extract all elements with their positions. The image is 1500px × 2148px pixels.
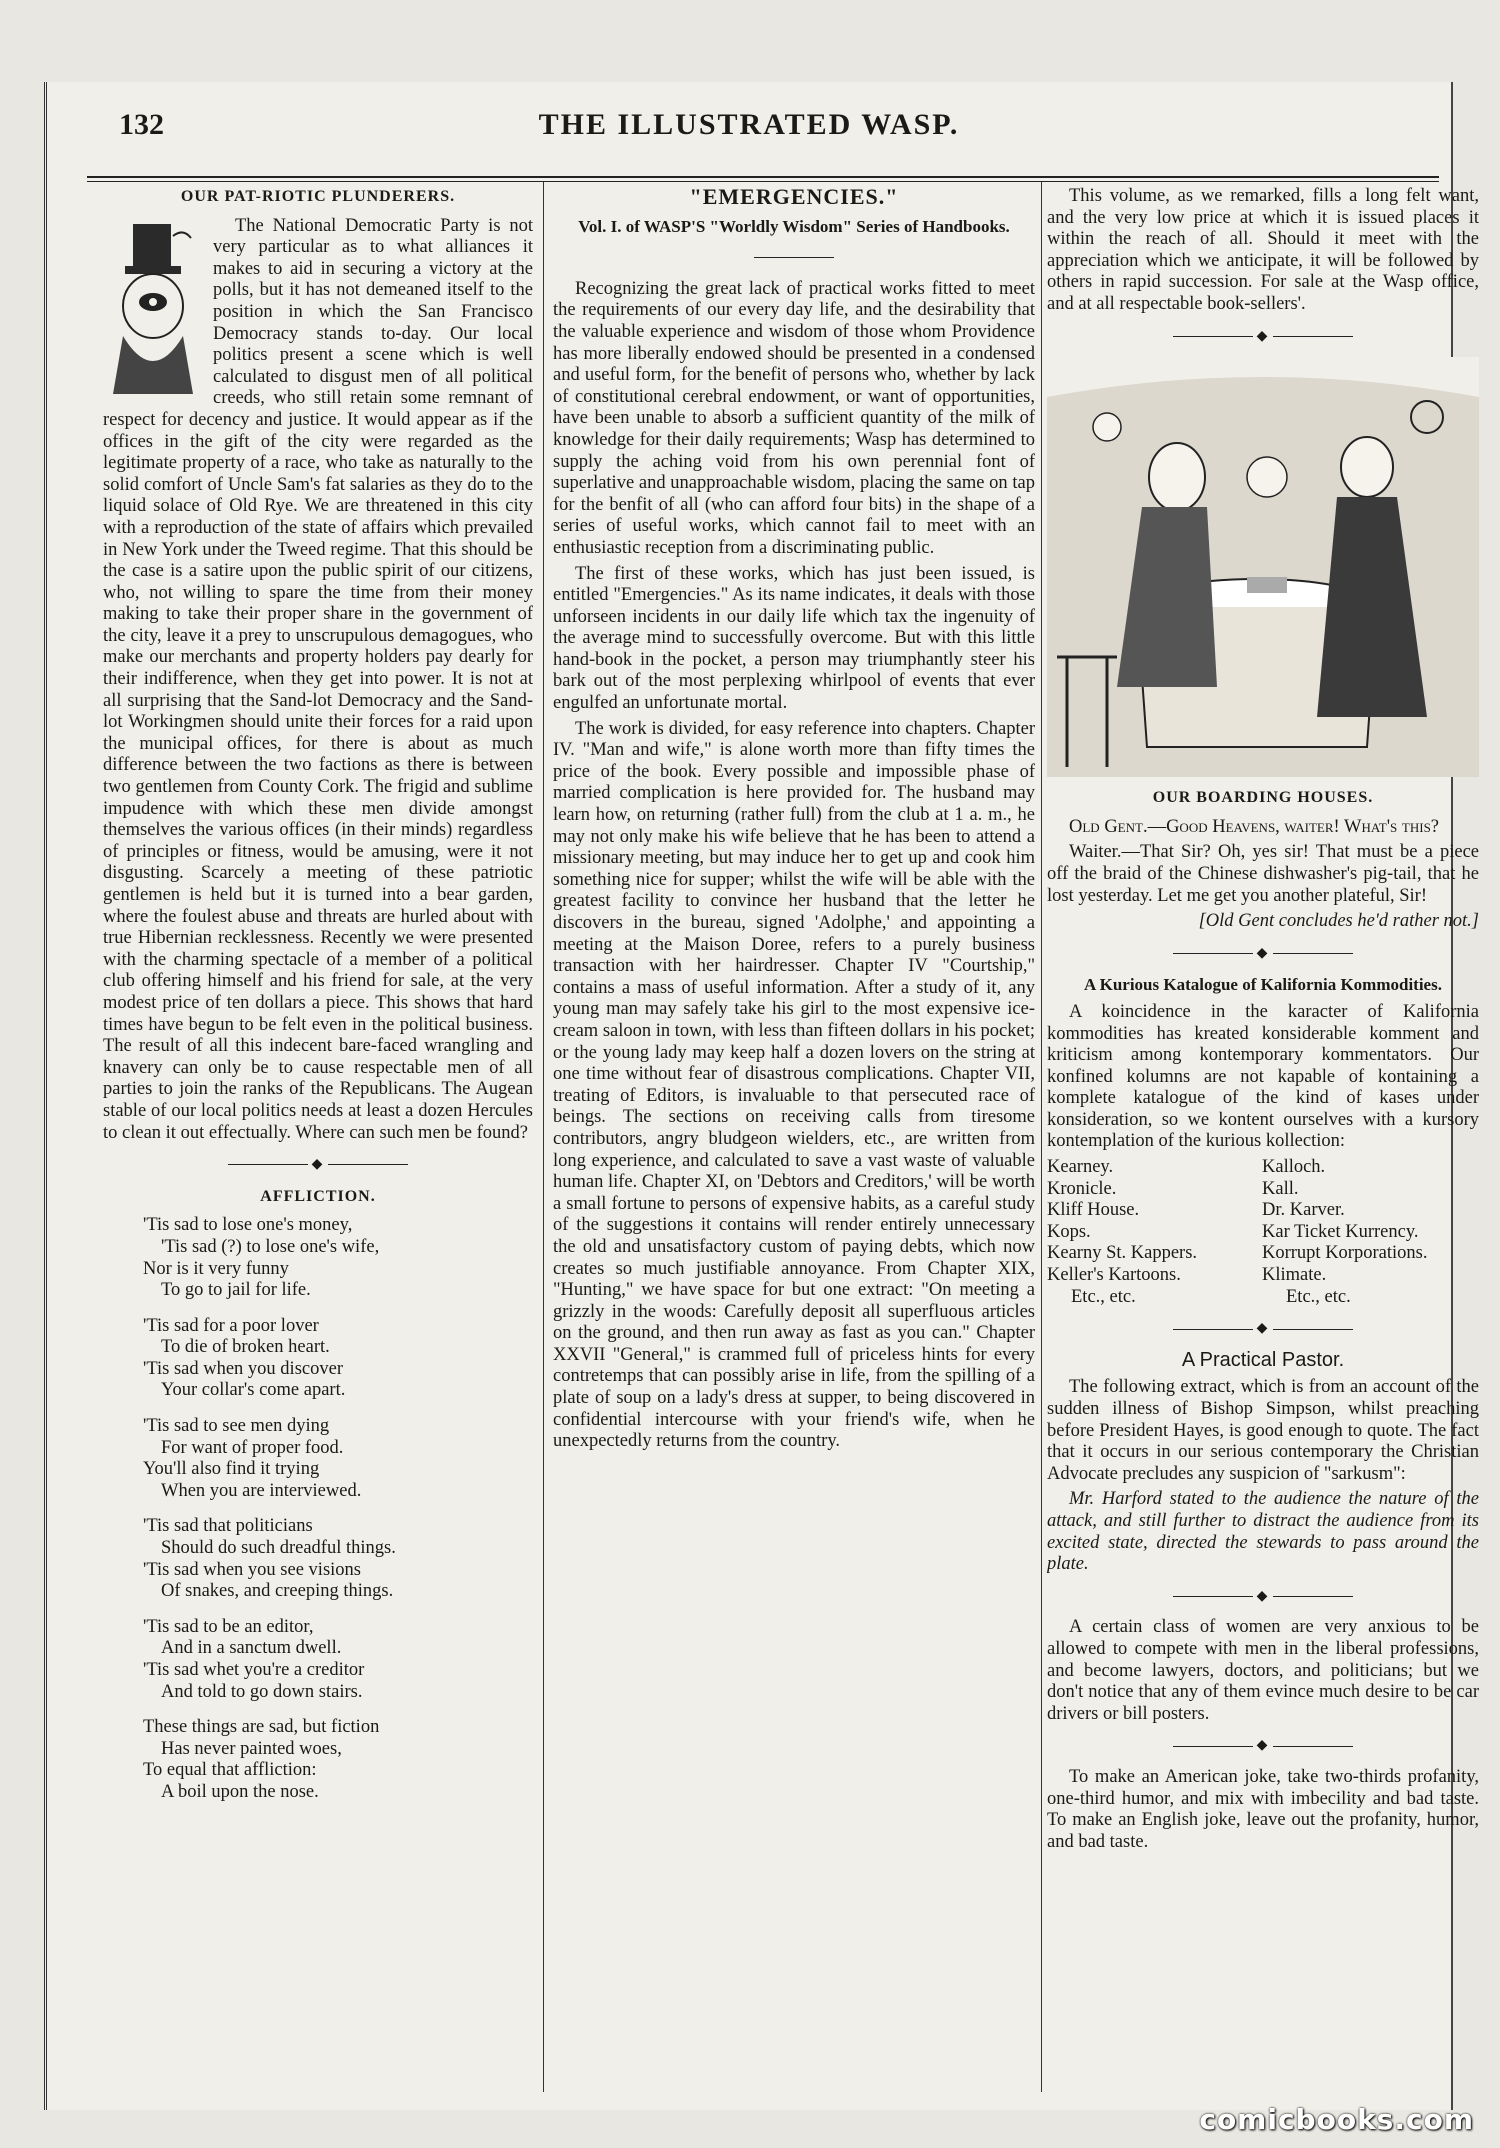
katalogue-list <box>1047 1157 1479 1308</box>
column-1 <box>103 186 533 2086</box>
section-separator: ◆ <box>1047 1318 1479 1340</box>
watermark-logo: comicbooks.com <box>1199 2103 1474 2136</box>
poem-line: 'Tis sad to be an editor, <box>143 1616 314 1637</box>
dialogue-line: Old Gent.—Good Heavens, waiter! What's this? <box>1069 816 1440 837</box>
paragraph: The following extract, which is from an account of the sudden illness of Bishop Simpson, whilst preaching before President Hayes, is good enough to quote. The fact that it occurs in our serious contemporary the Christian Advocate precludes any suspicion of "sarkusm": <box>1047 1377 1479 1484</box>
article-heading-emergencies: "EMERGENCIES." <box>689 186 899 209</box>
list-item: Kar Ticket Kurrency. <box>1262 1221 1419 1242</box>
article-heading-pastor: A Practical Pastor. <box>1181 1348 1345 1371</box>
section-separator: ◆ <box>1047 943 1479 965</box>
list-item: Kearney. <box>1047 1157 1114 1178</box>
paragraph: The first of these works, which has just been issued, is entitled "Emergencies." As its name indicates, it deals with those unforseen incidents in our daily life which tax the ingenuity of the average mind to successfully overcome. But with this little hand-book in the pocket, a person may triumphantly steer his bark out of the most perplexing whirlpool of events that ever engulfed an unfortunate mortal. <box>553 563 1035 714</box>
poem-line: To equal that affliction: <box>143 1760 317 1781</box>
header-rule <box>87 176 1439 182</box>
list-item: Korrupt Korporations. <box>1262 1243 1428 1264</box>
list-item: Kronicle. <box>1047 1178 1117 1199</box>
column-2 <box>553 186 1035 2086</box>
poem-line: Nor is it very funny <box>143 1258 289 1279</box>
pastor-quote: Mr. Harford stated to the audience the nature of the attack, and still further to distract the audience from its excited state, directed the stewards to pass around the plate. <box>1047 1489 1479 1575</box>
paragraph: This volume, as we remarked, fills a long felt want, and the very low price at which it is issued places it within the reach of all. Should it meet with the appreciation which we anticipate, it will be followed by others in rapid succession. For sale at the Wasp office, and at all respectable book-sellers'. <box>1047 186 1479 314</box>
list-item: Dr. Karver. <box>1262 1200 1345 1221</box>
column-divider <box>1041 182 1042 2092</box>
politician-caricature-illustration <box>103 216 203 396</box>
stanza <box>143 1717 533 1803</box>
poem-line: 'Tis sad to see men dying <box>143 1416 330 1437</box>
article-subheading: Vol. I. of WASP'S "Worldly Wisdom" Series of Handbooks. <box>578 216 1010 236</box>
paragraph: A certain class of women are very anxious to be allowed to compete with men in the liberal professions, and become lawyers, doctors, and politicians; but we don't notice that any of them evince much desire to be car drivers or bill posters. <box>1047 1617 1479 1724</box>
poem-line: You'll also find it trying <box>143 1459 320 1480</box>
section-separator: ◆ <box>1047 1735 1479 1757</box>
stanza <box>143 1617 533 1703</box>
section-separator: ◆ <box>103 1154 533 1176</box>
article-heading-plunderers: OUR PAT-RIOTIC PLUNDERERS. <box>180 188 456 205</box>
list-item: Keller's Kartoons. <box>1047 1265 1181 1286</box>
poem-line: And told to go down stairs. <box>161 1681 363 1702</box>
paragraph: The National Democratic Party is not very particular as to what alliances it makes to aid in securing a victory at the polls, but it has not demeaned itself to the position in which the San Francisco Democracy stands to-day. Our local politics present a scene which is well calculated to disgust men of all political creeds, who still retain some remnant of respect for decency and justice. It would appear as if the offices in the gift of the city were regarded as the legitimate property of a race, who take as naturally to the solid comfort of Uncle Sam's fat salaries as they do to the liquid solace of Old Rye. We are threatened in this city with a reproduction of the state of affairs which prevailed in New York under the Tweed regime. That this should be the case is a satire upon the public spirit of our citizens, who, not willing to spare the time from their money making to take their proper share in the government of the city, leave it a prey to unscrupulous demagogues, who make our merchants and property holders pay dearly for their indifference, when they get into power. It is not at all surprising that the Sand-lot Democracy and the Sand-lot Workingmen should unite their forces for a raid upon the municipal offices, for there is about as much difference between the two factions as there is between two gentlemen from County Cork. The frigid and sublime impudence with which these men divide amongst themselves the various offices (in their minds) regardless of principles or fitness, would be amusing, were it not disgusting. Scarcely a meeting of these patriotic gentlemen is held but it is turned into a bear garden, where the foulest abuse and threats are hurled about with true Hibernian recklessness. Recently we were presented with the charming spectacle of a member of a political club offering himself and his friend for sale, at the very modest price of ten dollars a piece. This shows that hard times have begun to be felt even in the political business. The result of all this indecent bare-faced wrangling and knavery can only be to cause respectable men of all parties to join the ranks of the Republicans. The Augean stable of our local politics needs at least a dozen Hercules to clean it out effectually. Where can such men be found? <box>103 215 533 1143</box>
poem-line: When you are interviewed. <box>161 1480 362 1501</box>
poem-line: To go to jail for life. <box>161 1280 311 1301</box>
poem-line: These things are sad, but fiction <box>143 1717 380 1738</box>
poem-line: Should do such dreadful things. <box>161 1538 396 1559</box>
dialogue-line: Waiter.—That Sir? Oh, yes sir! That must be a piece off the braid of the Chinese dishwasher's pig-tail, that he lost yesterday. Let me get you another plateful, Sir! <box>1047 842 1479 906</box>
list-item: Kall. <box>1262 1178 1299 1199</box>
poem-line: For want of proper food. <box>161 1437 344 1458</box>
poem-line: 'Tis sad to lose one's money, <box>143 1215 353 1236</box>
boarding-house-cartoon-illustration <box>1047 357 1479 777</box>
section-separator: ◆ <box>1047 1586 1479 1608</box>
poem-affliction <box>143 1215 533 1803</box>
list-item: Kearny St. Kappers. <box>1047 1243 1198 1264</box>
stanza <box>143 1316 533 1402</box>
paragraph: Recognizing the great lack of practical works fitted to meet the requirements of our every day life, and the desirability that the valuable experience and wisdom of those whom Providence has more liberally endowed should be presented in a condensed and useful form, for the benefit of persons who, whether by lack of constitutional cerebral endowment, or want of opportunities, have been unable to absorb a sufficient quantity of the milk of knowledge for their daily requirements; Wasp has determined to supply the aching void from his own perennial font of superlative and unapproachable wisdom, placing the same on tap for the benfit of all (who can afford four bits) in the shape of a series of useful works, which cannot fail to meet with an enthusiastic reception from a discriminating public. <box>553 278 1035 558</box>
stanza <box>143 1516 533 1602</box>
poem-line: 'Tis sad when you see visions <box>143 1559 361 1580</box>
list-item: Kops. <box>1047 1221 1091 1242</box>
poem-line: Your collar's come apart. <box>161 1380 346 1401</box>
list-item: Kalloch. <box>1262 1157 1326 1178</box>
list-item: Klimate. <box>1262 1265 1327 1286</box>
page-number: 132 <box>119 108 164 141</box>
poem-line: And in a sanctum dwell. <box>161 1638 342 1659</box>
stanza <box>143 1215 533 1301</box>
page-header <box>47 108 1451 148</box>
poem-line: Of snakes, and creeping things. <box>161 1581 394 1602</box>
list-item: Kliff House. <box>1047 1200 1140 1221</box>
poem-line: 'Tis sad for a poor lover <box>143 1315 319 1336</box>
poem-line: Has never painted woes, <box>161 1738 342 1759</box>
stanza <box>143 1416 533 1502</box>
section-separator <box>553 247 1035 269</box>
cartoon-caption-heading: OUR BOARDING HOUSES. <box>1152 789 1374 807</box>
paragraph: The work is divided, for easy reference into chapters. Chapter IV. "Man and wife," is alone worth more than fifty times the price of the book. Every possible and impossible phase of married complication is here provided for. The husband may learn how, on returning (rather full) from the club at 1 a. m., he may not only make his wife believe that he has been to attend a missionary meeting, but may induce her to get up and cook him something nice for supper; whilst the wife will be able with the greatest facility to convince her husband that the letter he discovers in the bureau, signed 'Adolphe,' and appointing a meeting at the Maison Doree, refers to a purely business transaction with her hairdresser. Chapter IV "Courtship," contains a mass of useful information. After a study of it, any young man may safely take his girl to the most expensive ice-cream saloon in town, with less than fifteen dollars in his pocket; or the young lady may keep half a dozen lovers on the string at one time without fear of disastrous complications. Chapter VII, treating of Editors, is invaluable to that persecuted race of beings. The sections on receiving calls from tiresome contributors, angry bludgeon wielders, etc., are written from long experience, and calculated to save a vast waste of valuable human life. Chapter XI, on 'Debtors and Creditors,' will be worth a small fortune to persons of expensive habits, as a careful study of the suggestions it contains will render entirely unnecessary the old and unsatisfactory custom of paying debts, which now creates so much justifiable annoyance. From Chapter XIX, "Hunting," we have space for but one extract: "On meeting a grizzly in the woods: Carefully deposit all superfluous articles on the ground, and then run away as fast as you can." Chapter XXVII "General," is crammed full of priceless hints for every contretemps that can possibly arise in life, from the spilling of a plate of soup on a lady's dress at supper, to being discovered in confidential intercourse with your friend's wife, when he unexpectedly returns from the country. <box>553 718 1035 1452</box>
poem-line: A boil upon the nose. <box>161 1781 319 1802</box>
paragraph: To make an American joke, take two-thirds profanity, one-third humor, and mix with imbecility and bad taste. To make an English joke, leave out the profanity, humor, and bad taste. <box>1047 1766 1479 1852</box>
poem-line: 'Tis sad that politicians <box>143 1516 313 1537</box>
list-item: Etc., etc. <box>1286 1286 1351 1307</box>
stage-direction: [Old Gent concludes he'd rather not.] <box>1198 911 1479 932</box>
poem-line: 'Tis sad (?) to lose one's wife, <box>161 1236 380 1257</box>
column-divider <box>543 182 544 2092</box>
poem-heading-affliction: AFFLICTION. <box>260 1187 376 1205</box>
paragraph: A koincidence in the karacter of Kalifornia kommodities has kreated konsiderable komment and kriticism among kontemporary kommentators. Our konfined kolumns are not kapable of kontaining a komplete katalogue of the kind of kases under konsideration, so we kontent ourselves with a kursory kontemplation of the kurious kollection: <box>1047 1001 1479 1152</box>
poem-line: To die of broken heart. <box>161 1337 330 1358</box>
poem-line: 'Tis sad when you discover <box>143 1358 343 1379</box>
list-item: Etc., etc. <box>1071 1286 1136 1307</box>
masthead-title: THE ILLUSTRATED WASP. <box>538 108 960 141</box>
poem-line: 'Tis sad whet you're a creditor <box>143 1660 365 1680</box>
newspaper-page <box>44 82 1479 2110</box>
section-separator: ◆ <box>1047 326 1479 348</box>
column-3 <box>1047 186 1479 2086</box>
article-heading-katalogue: A Kurious Katalogue of Kalifornia Kommodities. <box>1084 975 1442 995</box>
